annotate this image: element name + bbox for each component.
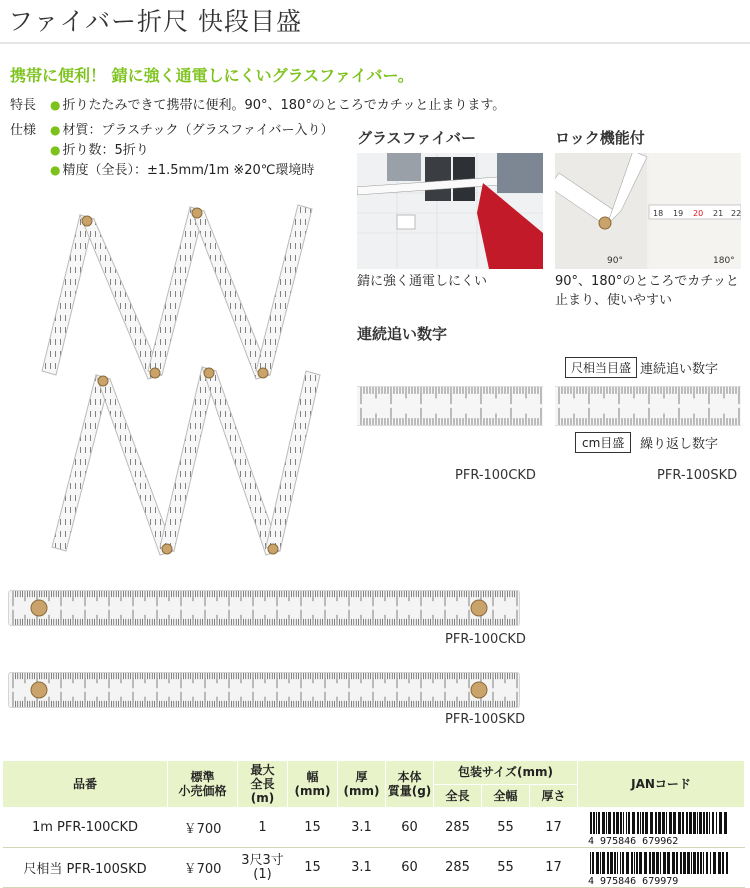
jan-number: 4 975846 679962 xyxy=(587,835,678,846)
catch-copy: 携帯に便利！ 錆に強く通電しにくいグラスファイバー。 xyxy=(10,66,414,85)
barcode-image xyxy=(584,850,734,886)
hinge-rivet xyxy=(31,600,47,616)
cell-pkg-width: 55 xyxy=(482,808,530,848)
svg-text:20: 20 xyxy=(693,209,704,218)
cm-scale-label: cm目盛 xyxy=(575,432,631,453)
lock-heading: ロック機能付 xyxy=(555,129,645,147)
cell-width: 15 xyxy=(288,848,338,888)
skd-ruler-model: PFR-100SKD xyxy=(445,712,526,727)
spec-table xyxy=(2,760,745,888)
features-item: ● 折りたたみできて携帯に便利。90°、180°のところでカチッと止まります。 xyxy=(50,98,506,113)
cm-scale-desc: 繰り返し数字 xyxy=(640,437,719,452)
cell-pkg-thickness: 17 xyxy=(530,848,578,888)
svg-text:18: 18 xyxy=(653,209,664,218)
cell-mass: 60 xyxy=(386,808,434,848)
col-price: 標準 小売価格 xyxy=(168,761,238,808)
cell-jan xyxy=(578,848,745,888)
bullet-icon: ● xyxy=(50,163,61,177)
cell-pkg-length: 285 xyxy=(434,848,482,888)
cell-price: ￥700 xyxy=(168,848,238,888)
table-row xyxy=(3,808,745,848)
ckd-ruler-model: PFR-100CKD xyxy=(445,632,526,647)
col-max-length: 最大 全長(m) xyxy=(238,761,288,808)
svg-text:22: 22 xyxy=(731,209,741,218)
jan-number: 4 975846 679979 xyxy=(587,875,678,886)
ckd-closeup-ruler xyxy=(357,386,543,426)
col-thickness: 厚 (mm) xyxy=(338,761,386,808)
deg180-label: 180° xyxy=(713,256,735,266)
lock-photo xyxy=(555,153,741,269)
page-title: ファイバー折尺 快段目盛 xyxy=(8,7,302,36)
consecutive-heading: 連続追い数字 xyxy=(357,325,448,343)
col-hinban: 品番 xyxy=(3,761,168,808)
features-label: 特長 xyxy=(10,98,37,113)
deg90-label: 90° xyxy=(607,256,623,266)
cell-pkg-length: 285 xyxy=(434,808,482,848)
cell-max-length: 1 xyxy=(238,808,288,848)
specs-label: 仕様 xyxy=(10,123,37,138)
cell-mass: 60 xyxy=(386,848,434,888)
barcode-image xyxy=(584,810,734,846)
bullet-icon: ● xyxy=(50,123,61,137)
cell-pkg-thickness: 17 xyxy=(530,808,578,848)
table-row xyxy=(3,848,745,888)
folded-rulers-image xyxy=(40,195,330,565)
bullet-icon: ● xyxy=(50,98,61,112)
title-divider xyxy=(0,42,750,44)
cell-max-length: 3尺3寸 (1) xyxy=(238,848,288,888)
shaku-scale-desc: 連続追い数字 xyxy=(640,362,719,377)
col-jan: JANコード xyxy=(578,761,745,808)
spec-item-folds: ● 折り数：5折り xyxy=(50,143,149,158)
col-package-size: 包装サイズ(mm) xyxy=(434,761,578,785)
spec-item-material: ● 材質：プラスチック（グラスファイバー入り） xyxy=(50,123,334,138)
ckd-ruler-image xyxy=(8,590,520,626)
skd-closeup-model: PFR-100SKD xyxy=(657,468,738,483)
hinge-rivet xyxy=(31,682,47,698)
col-pkg-width: 全幅 xyxy=(482,784,530,808)
hinge-rivet xyxy=(471,600,487,616)
cell-pkg-width: 55 xyxy=(482,848,530,888)
table-header-row xyxy=(3,761,745,785)
glass-fiber-photo xyxy=(357,153,543,269)
cell-width: 15 xyxy=(288,808,338,848)
cell-hinban: 尺相当 PFR-100SKD xyxy=(3,848,168,888)
glass-fiber-heading: グラスファイバー xyxy=(357,129,476,147)
cell-price: ￥700 xyxy=(168,808,238,848)
hinge-rivet xyxy=(471,682,487,698)
spec-item-accuracy: ● 精度（全長）：±1.5mm/1m ※20℃環境時 xyxy=(50,163,315,178)
ckd-closeup-model: PFR-100CKD xyxy=(455,468,536,483)
cell-thickness: 3.1 xyxy=(338,848,386,888)
shaku-scale-label: 尺相当目盛 xyxy=(565,357,637,378)
svg-text:21: 21 xyxy=(713,209,724,218)
col-width: 幅 (mm) xyxy=(288,761,338,808)
skd-closeup-ruler xyxy=(555,386,741,426)
col-mass: 本体 質量(g) xyxy=(386,761,434,808)
svg-text:19: 19 xyxy=(673,209,684,218)
cell-jan xyxy=(578,808,745,848)
skd-ruler-image xyxy=(8,672,520,708)
cell-hinban: 1m PFR-100CKD xyxy=(3,808,168,848)
col-pkg-thickness: 厚さ xyxy=(530,784,578,808)
col-pkg-length: 全長 xyxy=(434,784,482,808)
cell-thickness: 3.1 xyxy=(338,808,386,848)
glass-fiber-caption: 錆に強く通電しにくい xyxy=(357,274,488,289)
bullet-icon: ● xyxy=(50,143,61,157)
lock-caption: 90°、180°のところでカチッと 止まり、使いやすい xyxy=(555,274,739,308)
